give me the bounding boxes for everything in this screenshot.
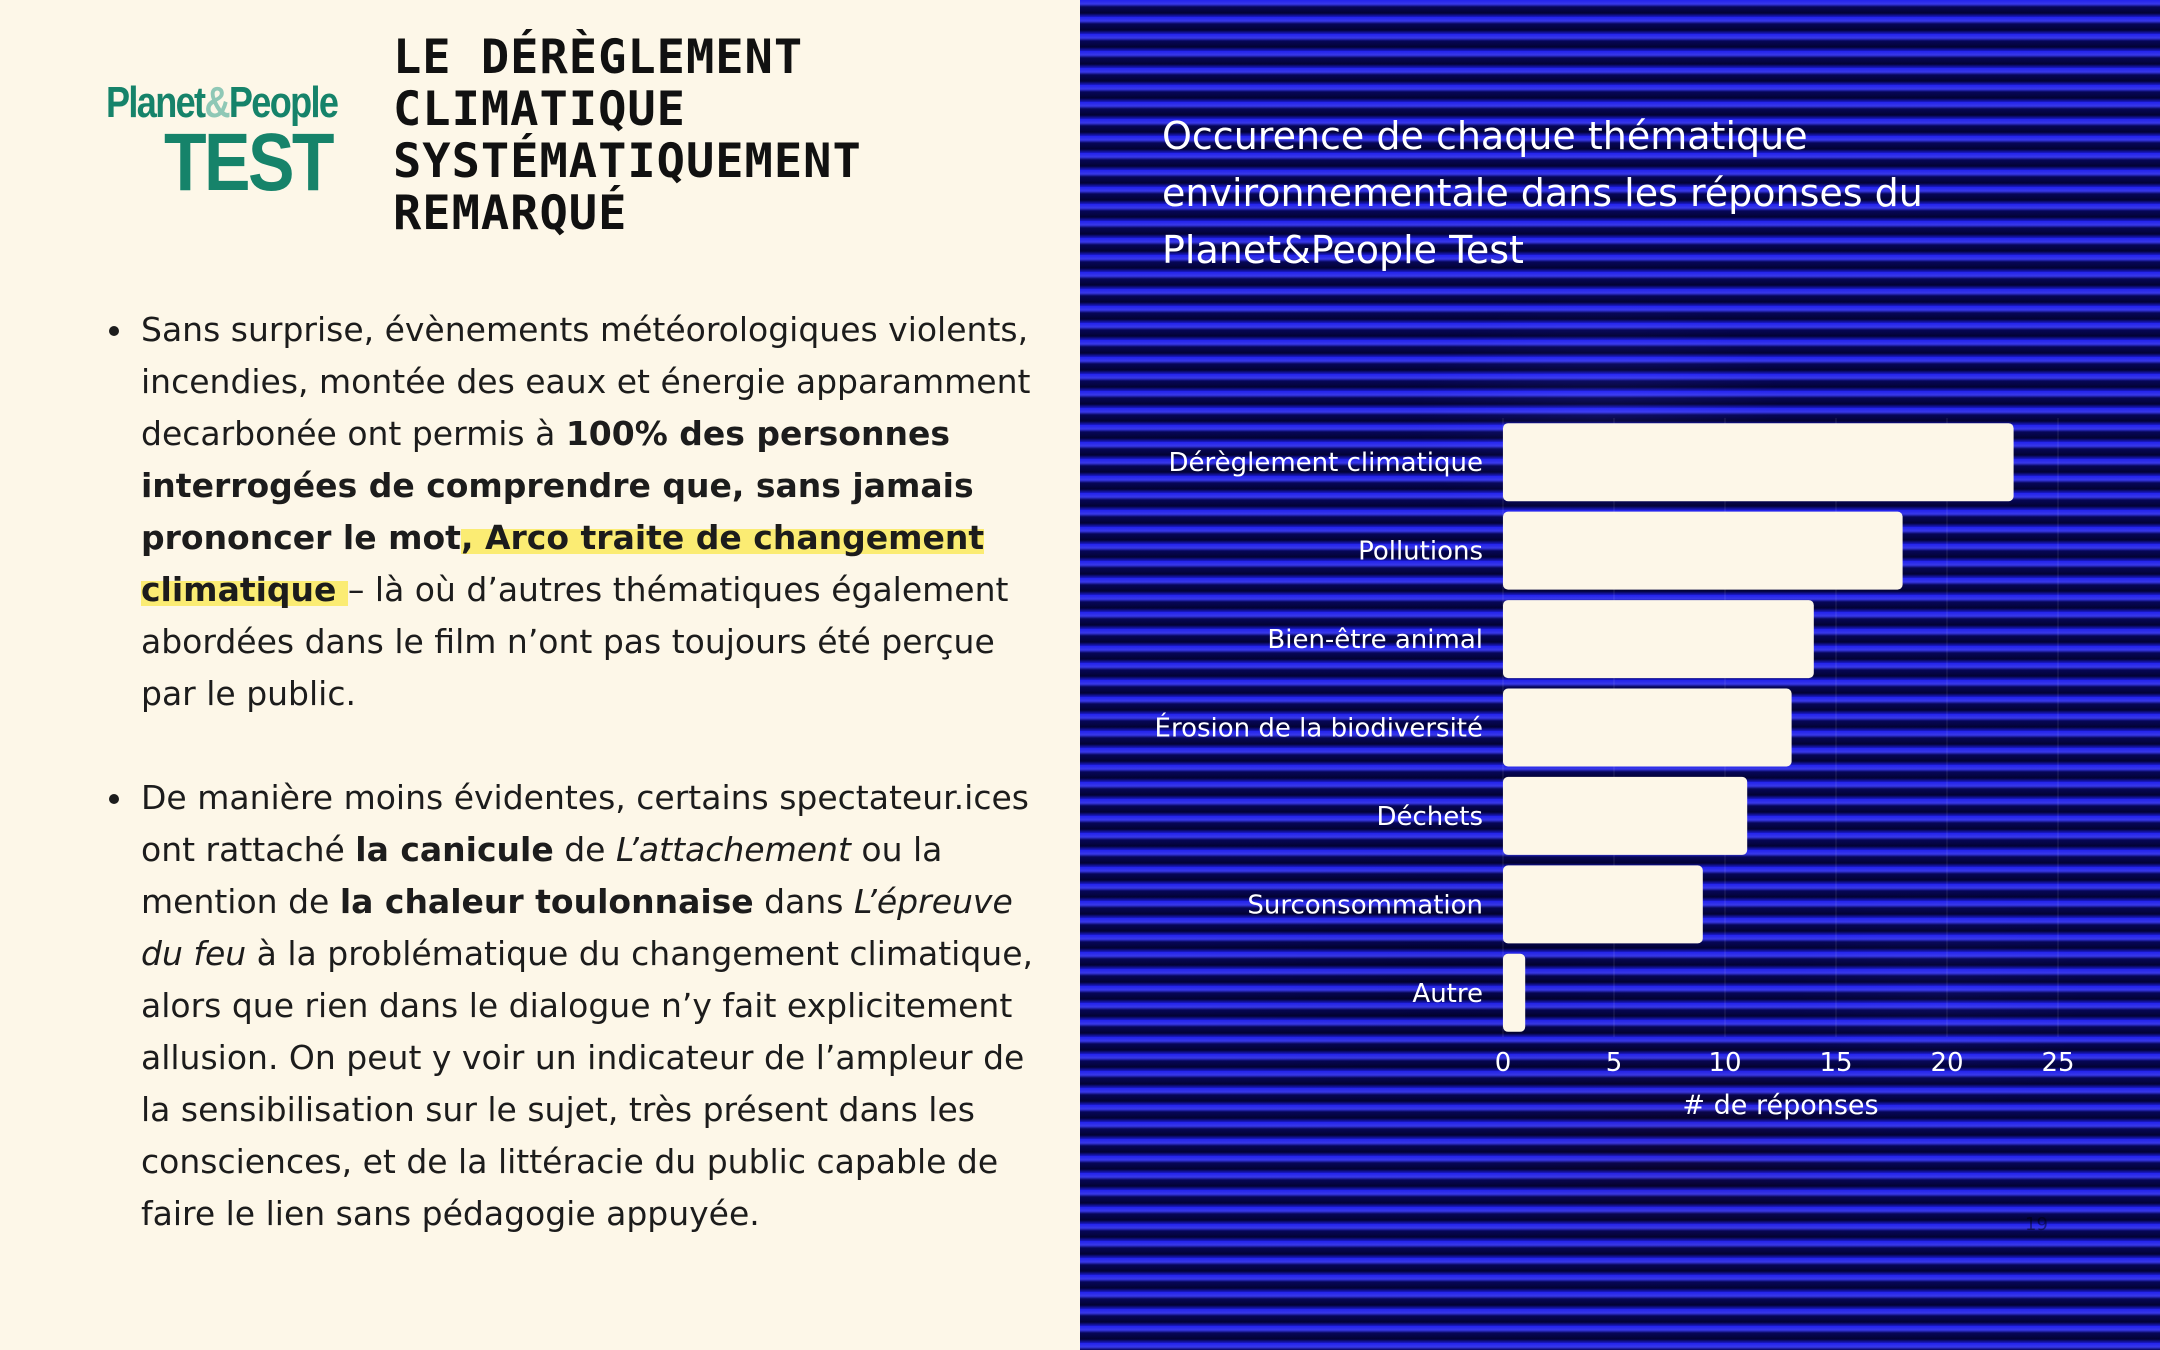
bullet-item [105, 304, 1035, 720]
bar [1503, 777, 1747, 855]
page-number: 19 [2025, 1214, 2048, 1235]
bullet-bold-text: la chaleur toulonnaise [339, 882, 754, 921]
bullet-item [105, 772, 1035, 1240]
category-label: Autre [1412, 978, 1483, 1009]
category-label: Érosion de la biodiversité [1154, 713, 1483, 744]
film-title: L’épreuve du feu [141, 882, 1013, 973]
bullet-text: ou la mention de [141, 830, 943, 921]
title-line: SYSTÉMATIQUEMENT [393, 134, 862, 189]
tick-label: 15 [1819, 1048, 1853, 1078]
page-title [393, 32, 1033, 240]
title-line: REMARQUÉ [393, 186, 628, 241]
bullet-bold-text: 100% des personnes interrogées de comprendre que, sans jamais prononcer le mot [141, 414, 974, 557]
highlighted-text: , Arco traite de changement climatique [141, 518, 985, 609]
film-title: L’attachement [615, 830, 851, 869]
bullet-text: De manière moins évidentes, certains spectateur.ices ont rattaché [141, 778, 1029, 869]
tick-label: 25 [2041, 1048, 2075, 1078]
bullet-bold-text: la canicule [355, 830, 554, 869]
bullet-text: à la problématique du changement climatique, alors que rien dans le dialogue n’y fait explicitement allusion. On peut y voir un indicateur de l’ampleur de la sensibilisation sur le sujet, très présent dans les consciences, et de la littéracie du public capable de faire le lien sans pédagogie appuyée. [141, 934, 1033, 1233]
bar [1503, 865, 1703, 943]
logo-line-1: Planet&People [106, 78, 338, 127]
tick-label: 10 [1708, 1048, 1742, 1078]
chart-panel [1080, 0, 2160, 1350]
bullet-text: dans [753, 882, 854, 921]
bar-chart [1080, 0, 2160, 1350]
x-axis-label: # de réponses [1682, 1090, 1879, 1121]
bullet-text: – là où d’autres thématiques également abordées dans le film n’ont pas toujours été perçue par le public. [141, 570, 1009, 713]
bullet-text: Sans surprise, évènements météorologiques violents, incendies, montée des eaux et énergie apparamment decarbonée ont permis à [141, 310, 1031, 453]
category-label: Dérèglement climatique [1168, 448, 1483, 479]
bar [1503, 423, 2014, 501]
tick-label: 0 [1494, 1048, 1512, 1078]
category-label: Bien-être animal [1267, 625, 1483, 656]
bullet-text: de [553, 830, 616, 869]
bar [1503, 512, 1903, 590]
planet-people-test-logo [106, 78, 356, 208]
logo-line-2: TEST [164, 117, 332, 208]
bullet-list [105, 304, 1035, 1240]
bar [1503, 954, 1525, 1032]
tick-label: 5 [1605, 1048, 1623, 1078]
title-line: CLIMATIQUE [393, 82, 686, 137]
bar [1503, 689, 1792, 767]
tick-label: 20 [1930, 1048, 1964, 1078]
bar [1503, 600, 1814, 678]
category-label: Pollutions [1358, 536, 1483, 567]
category-label: Déchets [1376, 801, 1483, 832]
title-line: LE DÉRÈGLEMENT [393, 30, 804, 85]
category-label: Surconsommation [1247, 890, 1483, 921]
chart-title: Occurence de chaque thématique environnementale dans les réponses du Planet&People Test [1162, 114, 1923, 272]
